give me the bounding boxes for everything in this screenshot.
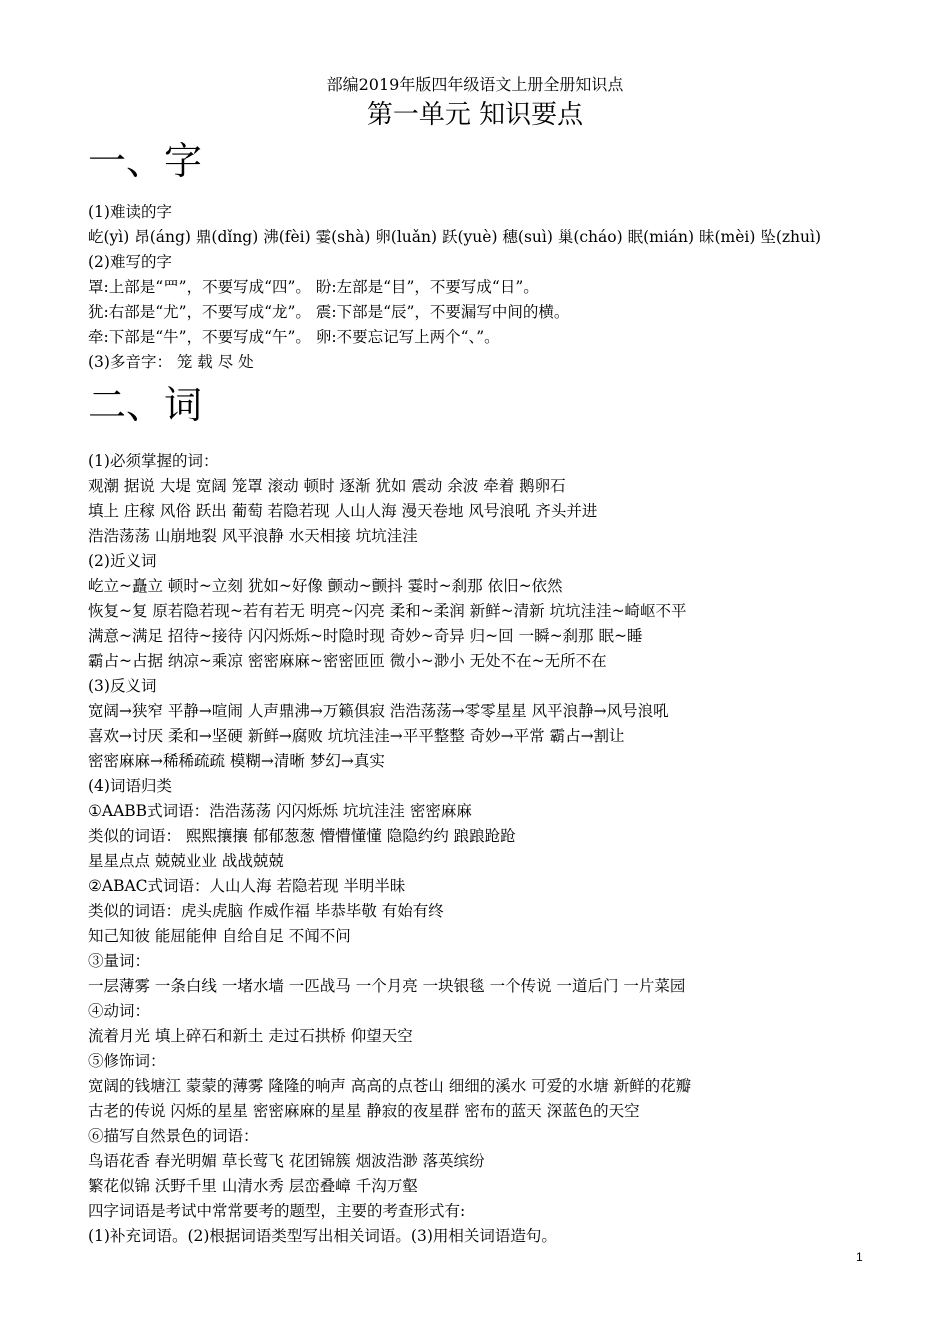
text-line: ⑤修饰词： (88, 1052, 166, 1070)
text-line: ④动词： (88, 1002, 151, 1020)
text-line: 类似的词语：虎头虎脑 作威作福 毕恭毕敬 有始有终 (88, 902, 444, 920)
text-line: (3)多音字： 笼 载 尽 处 (88, 353, 254, 371)
text-line: 密密麻麻→稀稀疏疏 模糊→清晰 梦幻→真实 (88, 752, 385, 770)
text-line: 屹立~矗立 顿时~立刻 犹如~好像 颤动~颤抖 霎时~刹那 依旧~依然 (88, 577, 563, 595)
page-number: 1 (856, 1250, 863, 1264)
document-title: 部编2019年版四年级语文上册全册知识点 (326, 75, 624, 94)
section-characters-body (88, 200, 888, 375)
text-line: 宽阔的钱塘江 蒙蒙的薄雾 隆隆的响声 高高的点苍山 细细的溪水 可爱的水塘 新鲜的花瓣 (88, 1077, 692, 1095)
text-line: (4)词语归类 (88, 777, 172, 795)
text-line: 犹:右部是“尤”，不要写成“龙”。 震:下部是“辰”，不要漏写中间的横。 (88, 303, 570, 321)
text-line: (1)必须掌握的词： (88, 452, 219, 470)
text-line: 观潮 据说 大堤 宽阔 笼罩 滚动 顿时 逐渐 犹如 震动 余波 牵着 鹅卵石 (88, 477, 566, 495)
text-line: ②ABAC式词语：人山人海 若隐若现 半明半昧 (88, 877, 406, 895)
text-line: 霸占~占据 纳凉~乘凉 密密麻麻~密密匝匝 微小~渺小 无处不在~无所不在 (88, 652, 607, 670)
text-line: (1)难读的字 (88, 203, 172, 221)
text-line: 恢复~复 原若隐若现~若有若无 明亮~闪亮 柔和~柔润 新鲜~清新 坑坑洼洼~崎岖不平 (88, 602, 687, 620)
text-line: ①AABB式词语：浩浩荡荡 闪闪烁烁 坑坑洼洼 密密麻麻 (88, 802, 472, 820)
text-line: 知己知彼 能屈能伸 自给自足 不闻不问 (88, 927, 351, 945)
text-line: 四字词语是考试中常常要考的题型，主要的考查形式有: (88, 1202, 466, 1220)
section-heading-words: 二、词 (88, 383, 203, 427)
text-line: 星星点点 兢兢业业 战战兢兢 (88, 852, 284, 870)
text-line: ⑥描写自然景色的词语： (88, 1127, 259, 1145)
text-line: 填上 庄稼 风俗 跃出 葡萄 若隐若现 人山人海 漫天卷地 风号浪吼 齐头并进 (88, 502, 598, 520)
text-line: 罩:上部是“罒”，不要写成“四”。 盼:左部是“目”，不要写成“日”。 (88, 278, 539, 296)
text-line: 喜欢→讨厌 柔和→坚硬 新鲜→腐败 坑坑洼洼→平平整整 奇妙→平常 霸占→割让 (88, 727, 625, 745)
text-line: 屹(yì) 昂(áng) 鼎(dǐng) 沸(fèi) 霎(shà) 卵(luǎn) 跃(yuè) 穗(suì) 巢(cháo) 眠(mián) 昧(mèi) 坠(zhuì) (88, 228, 822, 246)
text-line: 一层薄雾 一条白线 一堵水墙 一匹战马 一个月亮 一块银毯 一个传说 一道后门 一片菜园 (88, 977, 686, 995)
section-words-body (88, 449, 888, 1249)
text-line: (2)近义词 (88, 552, 157, 570)
text-line: 牵:下部是“牛”，不要写成“午”。 卵:不要忘记写上两个“、”。 (88, 328, 500, 346)
text-line: 宽阔→狭窄 平静→喧闹 人声鼎沸→万籁俱寂 浩浩荡荡→零零星星 风平浪静→风号浪吼 (88, 702, 669, 720)
text-line: 鸟语花香 春光明媚 草长莺飞 花团锦簇 烟波浩渺 落英缤纷 (88, 1152, 485, 1170)
text-line: (2)难写的字 (88, 253, 172, 271)
text-line: 古老的传说 闪烁的星星 密密麻麻的星星 静寂的夜星群 密布的蓝天 深蓝色的天空 (88, 1102, 640, 1120)
text-line: ③量词： (88, 952, 151, 970)
section-heading-characters: 一、字 (88, 139, 203, 183)
text-line: 流着月光 填上碎石和新土 走过石拱桥 仰望天空 (88, 1027, 413, 1045)
text-line: 满意~满足 招待~接待 闪闪烁烁~时隐时现 奇妙~奇异 归~回 一瞬~刹那 眠~睡 (88, 627, 643, 645)
unit-title: 第一单元 知识要点 (366, 100, 584, 130)
text-line: 繁花似锦 沃野千里 山清水秀 层峦叠嶂 千沟万壑 (88, 1177, 418, 1195)
text-line: 类似的词语： 熙熙攘攘 郁郁葱葱 懵懵懂懂 隐隐约约 踉踉跄跄 (88, 827, 516, 845)
text-line: (3)反义词 (88, 677, 157, 695)
text-line: 浩浩荡荡 山崩地裂 风平浪静 水天相接 坑坑洼洼 (88, 527, 418, 545)
text-line: (1)补充词语。(2)根据词语类型写出相关词语。(3)用相关词语造句。 (88, 1227, 557, 1245)
